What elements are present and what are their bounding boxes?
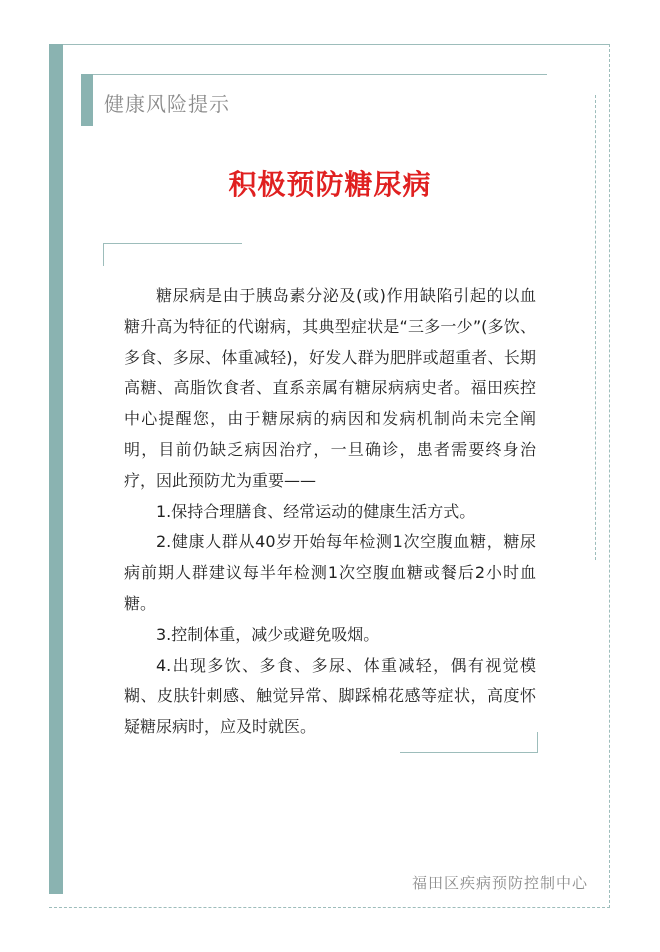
corner-bracket-bottom-right [400,752,538,753]
tip-item: 1.保持合理膳食、经常运动的健康生活方式。 [156,501,476,521]
intro-paragraph: 糖尿病是由于胰岛素分泌及(或)作用缺陷引起的以血糖升高为特征的代谢病，其典型症状是“三多一少”(多饮、多食、多尿、体重减轻)，好发人群为肥胖或超重者、长期高糖、高脂饮食者、直系亲属有糖尿病病史者。福田疾控中心提醒您，由于糖尿病的病因和发病机制尚未完全阐明，目前仍缺乏病因治疗，一旦确诊，患者需要终身治疗，因此预防尤为重要—— [124,286,536,490]
tip-item: 4.出现多饮、多食、多尿、体重减轻，偶有视觉模糊、皮肤针刺感、触觉异常、脚踩棉花感等症状，高度怀疑糖尿病时，应及时就医。 [124,655,536,737]
corner-bracket-bottom-right-vertical [537,732,538,753]
footer-organization: 福田区疾病预防控制中心 [411,874,588,892]
section-header: 健康风险提示 [104,92,230,116]
header-line [93,74,547,75]
top-border-line [63,44,610,45]
article-body [124,281,536,743]
tip-item: 3.控制体重，减少或避免吸烟。 [156,624,380,644]
page-title: 积极预防糖尿病 [228,168,432,201]
tip-item: 2.健康人群从40岁开始每年检测1次空腹血糖，糖尿病前期人群建议每半年检测1次空腹血糖或餐后2小时血糖。 [124,532,536,613]
header-accent-block [81,74,93,126]
bottom-dashed-border [49,907,610,908]
corner-bracket-top-left-vertical [103,243,104,266]
corner-bracket-top-left [103,243,242,244]
